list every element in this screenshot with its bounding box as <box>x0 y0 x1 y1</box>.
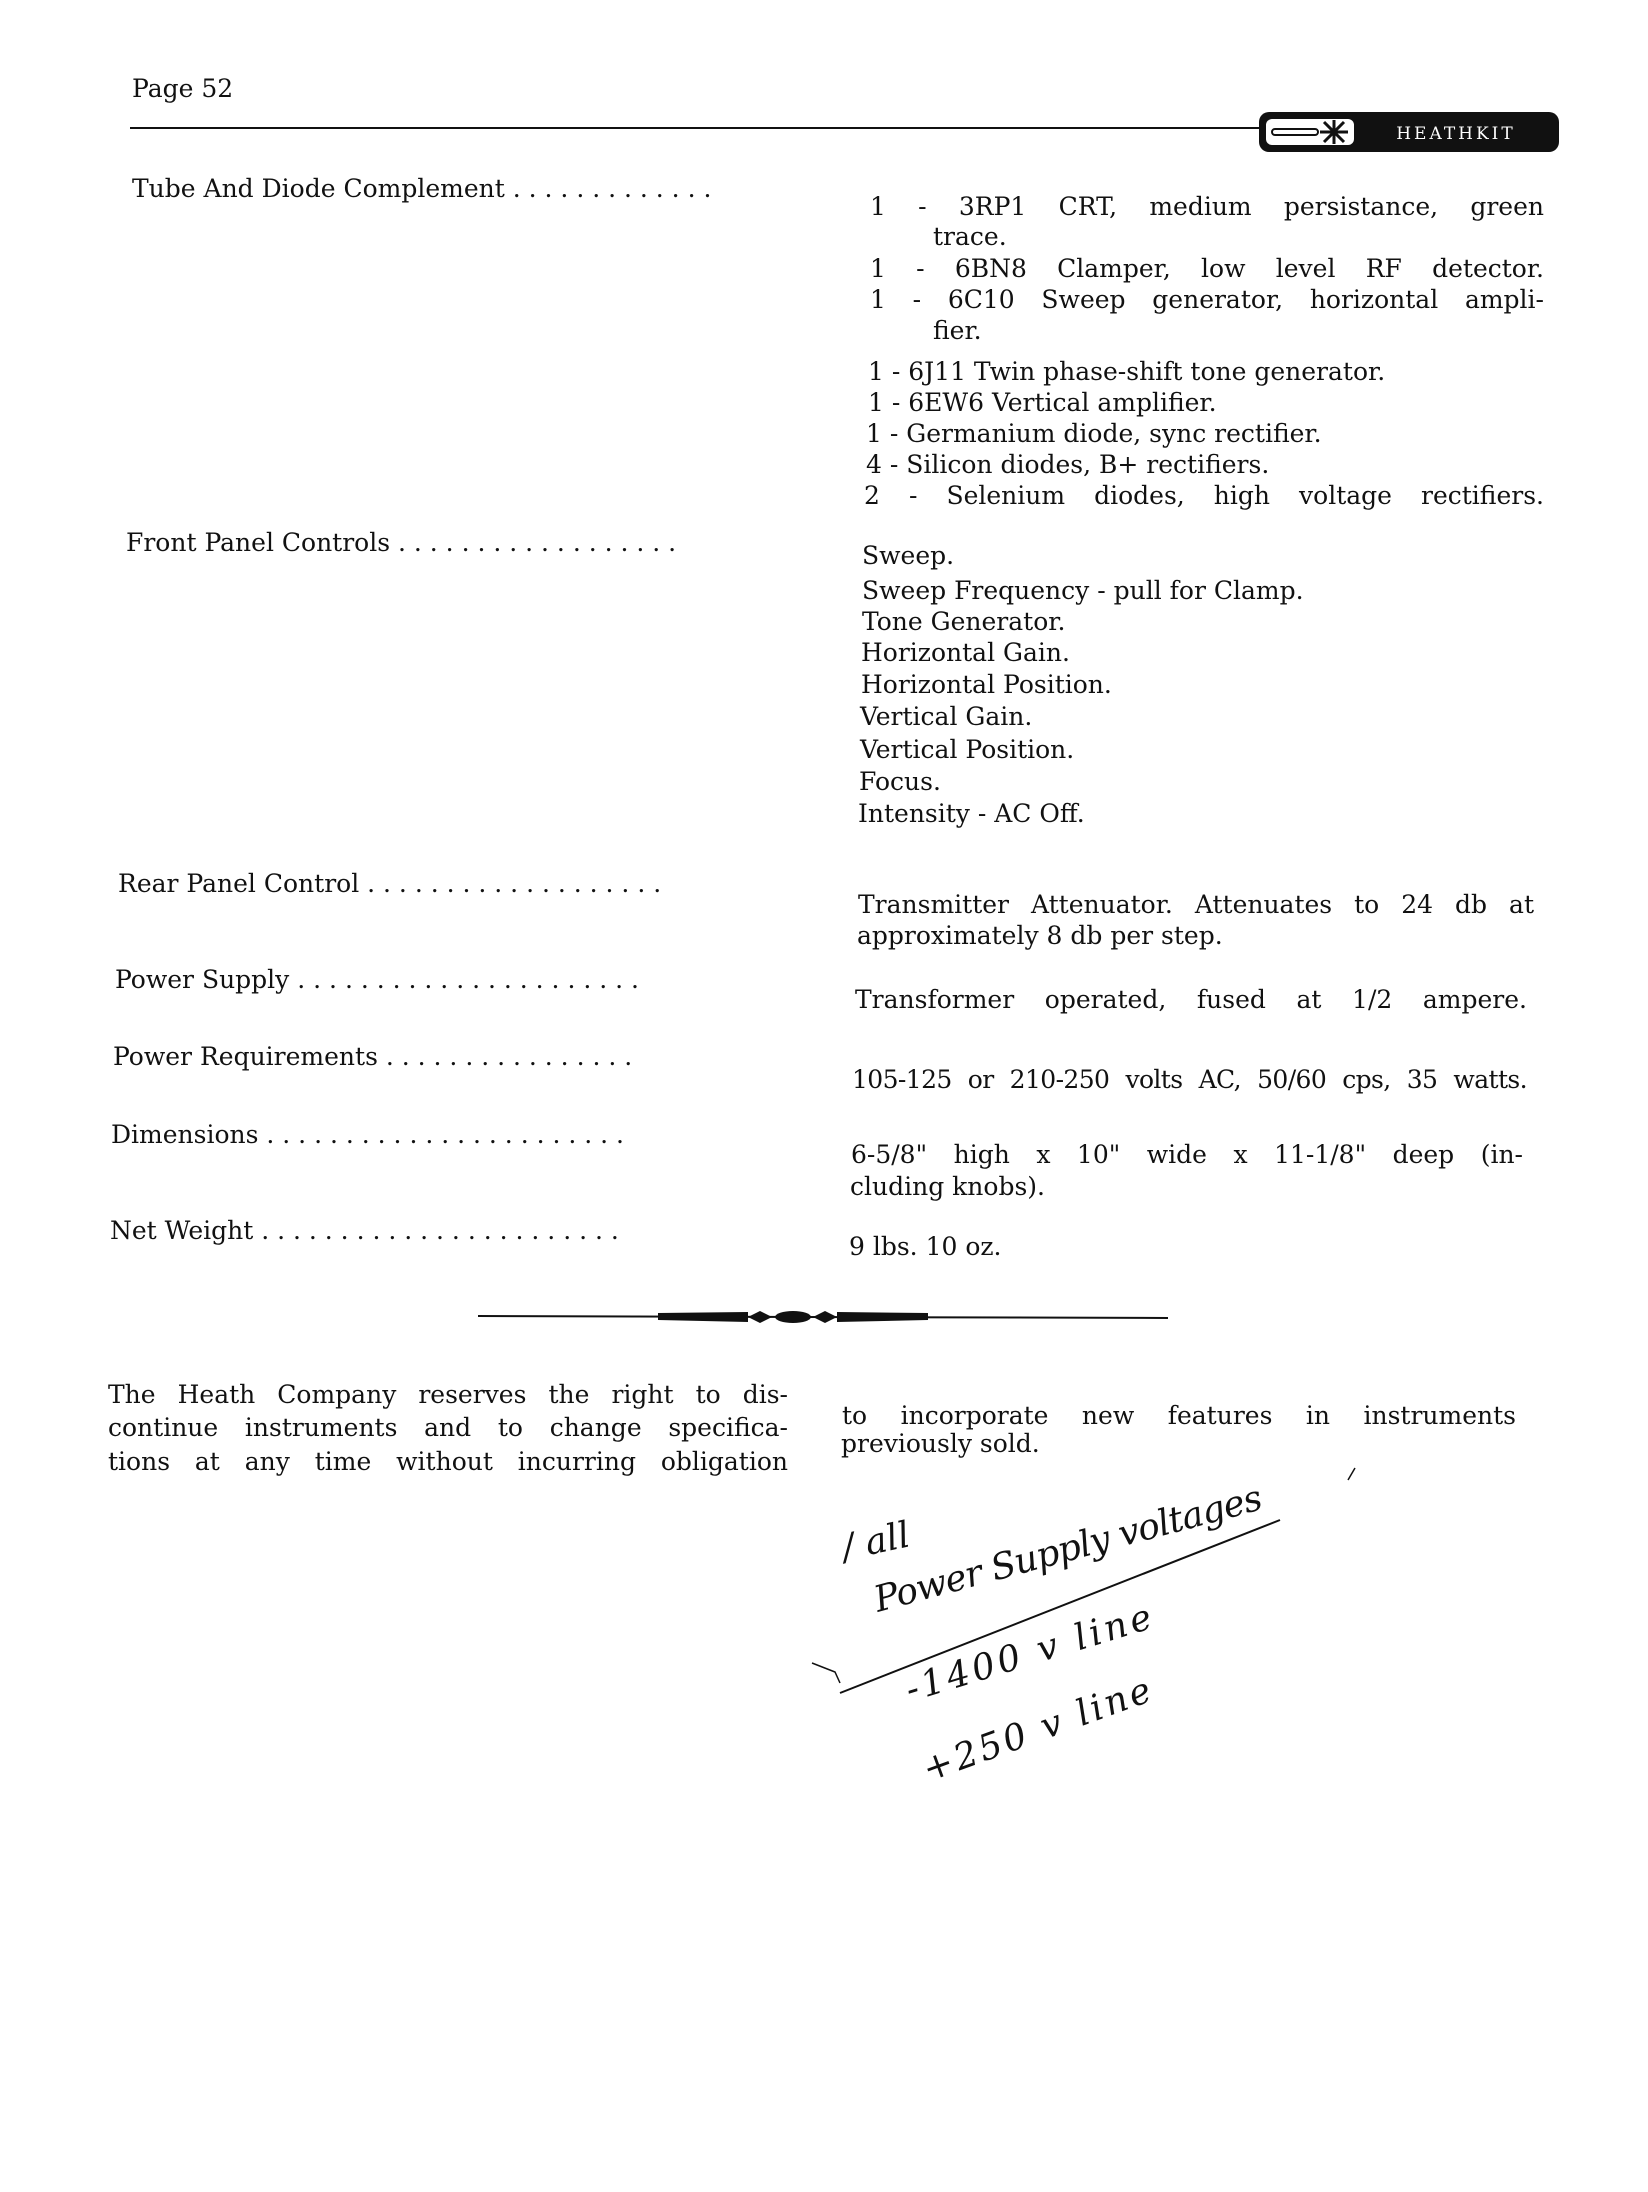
spec-label-front-panel: Front Panel Controls . . . . . . . . . . . . . . . . . . <box>126 528 677 557</box>
spec-value-line: trace. <box>933 222 1007 251</box>
spec-value-line: Sweep. <box>862 541 955 570</box>
footer-text-line: The Heath Company reserves the right to dis- <box>108 1380 788 1409</box>
handwritten-line: +250 v line <box>917 1669 1157 1791</box>
spec-label-power-supply: Power Supply . . . . . . . . . . . . . . . . . . . . . . <box>115 965 639 994</box>
spec-value-line: 1 - 6J11 Twin phase-shift tone generator. <box>868 357 1386 386</box>
footer-text-line: previously sold. <box>841 1429 1040 1458</box>
spec-label-dimensions: Dimensions . . . . . . . . . . . . . . . . . . . . . . . <box>111 1120 625 1149</box>
spec-value-line: 1 - Germanium diode, sync rectifier. <box>866 419 1322 448</box>
spec-value-line: Sweep Frequency - pull for Clamp. <box>862 576 1304 605</box>
footer-text-line: tions at any time without incurring obligation <box>108 1447 788 1476</box>
star-icon <box>1320 120 1348 144</box>
footer-text-line: continue instruments and to change specifica- <box>108 1413 788 1442</box>
handwritten-line: -1400 v line <box>900 1596 1157 1711</box>
spec-value-line: 1 - 3RP1 CRT, medium persistance, green <box>870 192 1544 221</box>
spec-value-line: Vertical Gain. <box>860 702 1033 731</box>
handwritten-line: Power Supply voltages <box>869 1477 1267 1621</box>
spec-value-line: Focus. <box>859 767 941 796</box>
handwritten-line: / all <box>838 1514 914 1569</box>
spec-value-line: Horizontal Gain. <box>861 638 1070 667</box>
spec-value-line: 2 - Selenium diodes, high voltage rectifiers. <box>864 481 1544 510</box>
spec-value-line: cluding knobs). <box>850 1172 1045 1201</box>
footer-text-line: to incorporate new features in instruments <box>842 1401 1516 1430</box>
spec-value-line: fier. <box>933 316 982 345</box>
spec-value-line: 1 - 6C10 Sweep generator, horizontal ampli- <box>870 285 1544 314</box>
ornamental-divider <box>478 1305 1168 1331</box>
spec-value-line: 105-125 or 210-250 volts AC, 50/60 cps, 35 watts. <box>852 1065 1527 1094</box>
spec-value-line: 9 lbs. 10 oz. <box>849 1232 1002 1261</box>
header-rule <box>130 127 1265 129</box>
spec-value-line: Transformer operated, fused at 1/2 ampere. <box>855 985 1527 1014</box>
page-number: Page 52 <box>132 74 234 103</box>
spec-value-line: 1 - 6EW6 Vertical amplifier. <box>868 388 1217 417</box>
spec-value-line: Transmitter Attenuator. Attenuates to 24 db at <box>858 890 1534 919</box>
handwritten-arrow <box>812 1663 840 1683</box>
spec-label-rear-panel: Rear Panel Control . . . . . . . . . . . . . . . . . . . <box>118 869 662 898</box>
spec-value-line: 4 - Silicon diodes, B+ rectifiers. <box>866 450 1270 479</box>
heathkit-logo <box>1258 110 1560 154</box>
svg-text:HEATHKIT: HEATHKIT <box>1396 124 1516 144</box>
spec-value-line: Intensity - AC Off. <box>858 799 1085 828</box>
spec-value-line: Tone Generator. <box>862 607 1066 636</box>
spec-value-line: approximately 8 db per step. <box>857 921 1223 950</box>
spec-value-line: 6-5/8" high x 10" wide x 11-1/8" deep (in- <box>851 1140 1523 1169</box>
spec-value-line: Vertical Position. <box>860 735 1075 764</box>
spec-label-tubes: Tube And Diode Complement . . . . . . . . . . . . . <box>132 174 712 203</box>
handwritten-note <box>780 1450 1380 1850</box>
spec-label-net-weight: Net Weight . . . . . . . . . . . . . . . . . . . . . . . <box>110 1216 619 1245</box>
spec-value-line: Horizontal Position. <box>861 670 1112 699</box>
spec-label-power-requirements: Power Requirements . . . . . . . . . . . . . . . . <box>113 1042 633 1071</box>
spec-value-line: 1 - 6BN8 Clamper, low level RF detector. <box>870 254 1544 283</box>
